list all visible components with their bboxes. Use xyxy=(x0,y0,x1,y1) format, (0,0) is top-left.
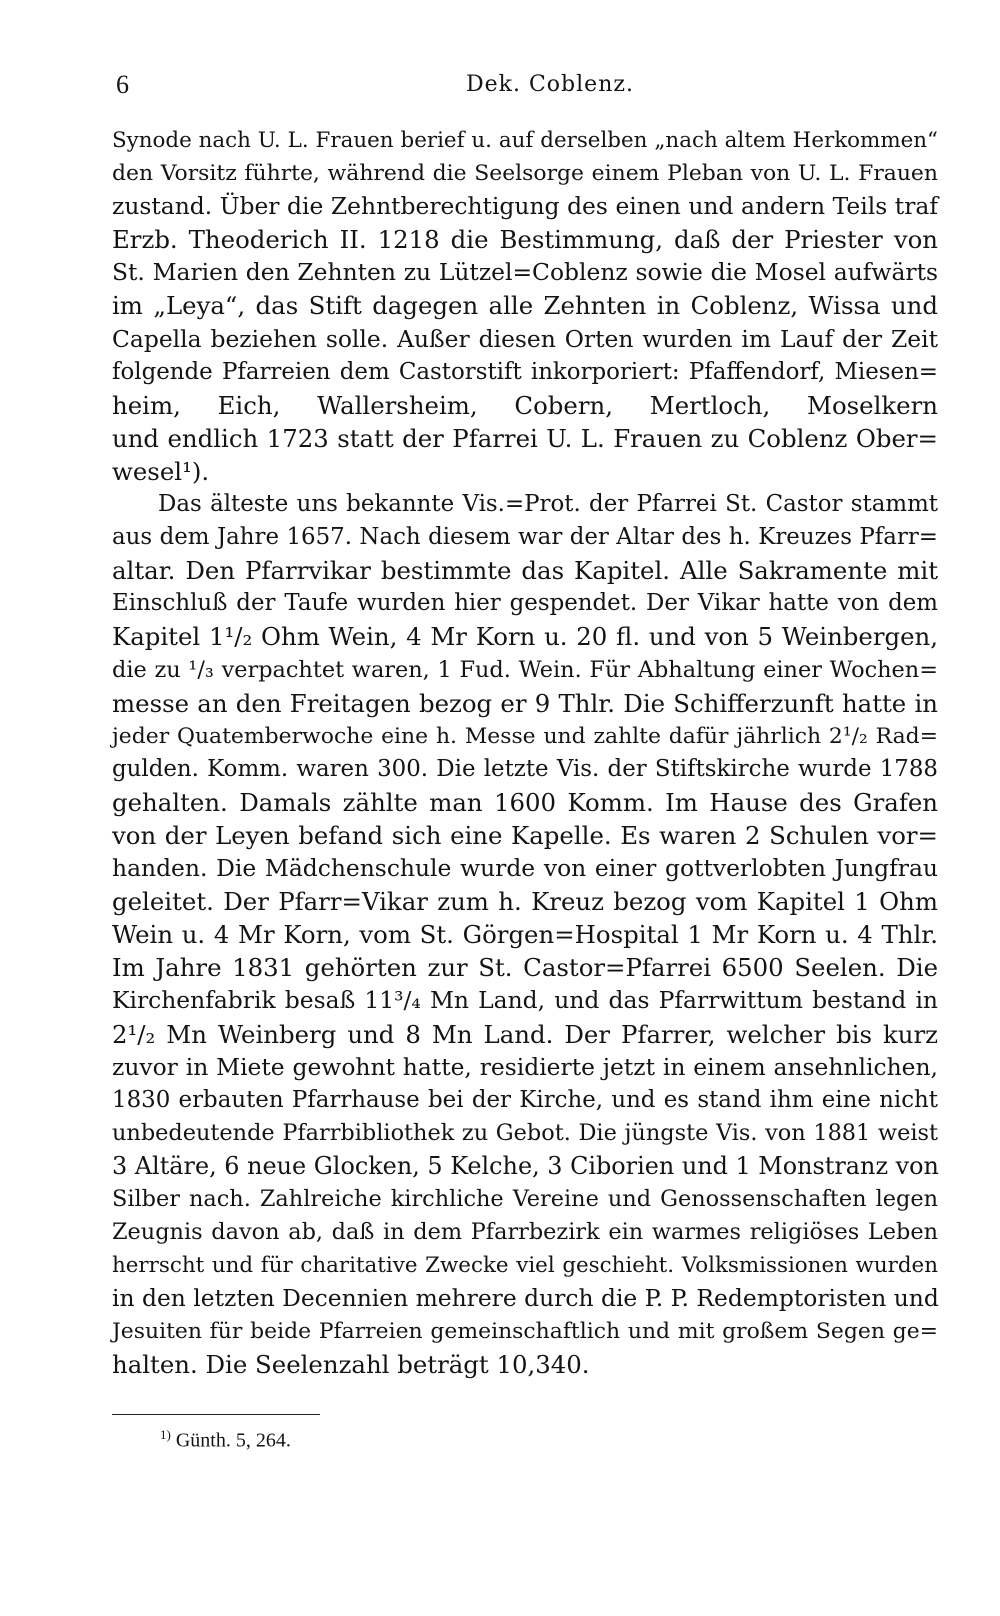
text-line: 1830 erbauten Pfarrhause bei der Kirche, und es stand ihm eine nicht xyxy=(112,1086,938,1113)
text-line: zustand. Über die Zehntberechtigung des einen und andern Teils traf xyxy=(112,192,938,221)
text-line: altar. Den Pfarrvikar bestimmte das Kapitel. Alle Sakramente mit xyxy=(112,556,938,586)
text-line: handen. Die Mädchenschule wurde von einer gottverlobten Jungfrau xyxy=(112,854,938,883)
text-line: die zu ¹/₃ verpachtet waren, 1 Fud. Wein. Für Abhaltung einer Wochen= xyxy=(112,656,938,683)
text-line: St. Marien den Zehnten zu Lützel=Coblenz sowie die Mosel aufwärts xyxy=(112,258,938,287)
text-line: unbedeutende Pfarrbibliothek zu Gebot. Die jüngste Vis. von 1881 weist xyxy=(112,1119,938,1146)
text-line: Jesuiten für beide Pfarreien gemeinschaftlich und mit großem Segen ge= xyxy=(112,1319,938,1345)
text-line: Kapitel 1¹/₂ Ohm Wein, 4 Mr Korn u. 20 fl. und von 5 Weinbergen, xyxy=(112,622,938,652)
text-line: heim, Eich, Wallersheim, Cobern, Mertloch, Moselkern xyxy=(112,390,938,420)
text-line: von der Leyen befand sich eine Kapelle. Es waren 2 Schulen vor= xyxy=(112,820,938,850)
text-line: Einschluß der Taufe wurden hier gespendet. Der Vikar hatte von dem xyxy=(112,590,938,617)
page-header xyxy=(116,70,936,110)
text-line: jeder Quatemberwoche eine h. Messe und zahlte dafür jährlich 2¹/₂ Rad= xyxy=(112,723,938,749)
text-line: Synode nach U. L. Frauen berief u. auf derselben „nach altem Herkommen“ xyxy=(112,128,938,153)
text-line: halten. Die Seelenzahl beträgt 10,340. xyxy=(112,1350,590,1380)
text-line: wesel¹). xyxy=(112,456,210,486)
text-line: Im Jahre 1831 gehörten zur St. Castor=Pfarrei 6500 Seelen. Die xyxy=(112,953,938,983)
text-line: in den letzten Decennien mehrere durch die P. P. Redemptoristen und xyxy=(112,1284,939,1313)
text-line: gehalten. Damals zählte man 1600 Komm. Im Hause des Grafen xyxy=(112,787,938,817)
text-line: aus dem Jahre 1657. Nach diesem war der Altar des h. Kreuzes Pfarr= xyxy=(112,524,938,551)
text-line: Erzb. Theoderich II. 1218 die Bestimmung, daß der Priester von xyxy=(112,225,938,255)
text-line: geleitet. Der Pfarr=Vikar zum h. Kreuz bezog vom Kapitel 1 Ohm xyxy=(112,887,938,917)
text-line: 2¹/₂ Mn Weinberg und 8 Mn Land. Der Pfarrer, welcher bis kurz xyxy=(112,1019,938,1049)
body-text xyxy=(112,124,938,1382)
footnote-marker: 1) xyxy=(160,1427,171,1442)
text-line: 3 Altäre, 6 neue Glocken, 5 Kelche, 3 Ciborien und 1 Monstranz von xyxy=(112,1151,939,1180)
text-line: Capella beziehen solle. Außer diesen Orten wurden im Lauf der Zeit xyxy=(112,324,938,353)
text-line: Das älteste uns bekannte Vis.=Prot. der Pfarrei St. Castor stammt xyxy=(158,491,938,518)
text-line: den Vorsitz führte, während die Seelsorge einem Pleban von U. L. Frauen xyxy=(112,161,938,187)
text-line: Kirchenfabrik besaß 11³/₄ Mn Land, und das Pfarrwittum bestand in xyxy=(112,986,938,1015)
footnote-text: Günth. 5, 264. xyxy=(170,1429,291,1452)
text-line: Zeugnis davon ab, daß in dem Pfarrbezirk ein warmes religiöses Leben xyxy=(112,1219,938,1246)
text-line: im „Leya“, das Stift dagegen alle Zehnten in Coblenz, Wissa und xyxy=(112,291,938,321)
running-head: Dek. Coblenz. xyxy=(466,72,634,97)
text-line: zuvor in Miete gewohnt hatte, residierte jetzt in einem ansehnlichen, xyxy=(112,1052,938,1081)
text-line: herrscht und für charitative Zwecke viel geschieht. Volksmissionen wurden xyxy=(112,1253,938,1279)
text-line: gulden. Komm. waren 300. Die letzte Vis. der Stiftskirche wurde 1788 xyxy=(112,755,938,782)
page-number: 6 xyxy=(116,70,129,99)
text-line: Silber nach. Zahlreiche kirchliche Vereine und Genossenschaften legen xyxy=(112,1186,938,1212)
footnote-divider xyxy=(112,1414,320,1415)
footnote xyxy=(160,1427,291,1453)
text-line: und endlich 1723 statt der Pfarrei U. L. Frauen zu Coblenz Ober= xyxy=(112,423,938,453)
text-line: folgende Pfarreien dem Castorstift inkorporiert: Pfaffendorf, Miesen= xyxy=(112,358,938,385)
text-line: Wein u. 4 Mr Korn, vom St. Görgen=Hospital 1 Mr Korn u. 4 Thlr. xyxy=(112,920,938,950)
text-line: messe an den Freitagen bezog er 9 Thlr. Die Schifferzunft hatte in xyxy=(112,688,938,718)
